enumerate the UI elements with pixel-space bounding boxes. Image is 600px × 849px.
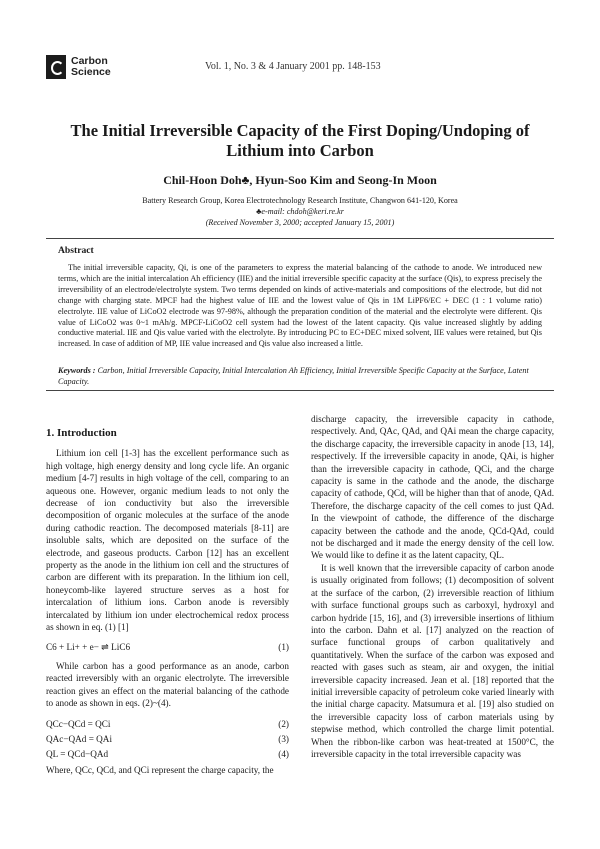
email: ♣e-mail: chdoh@keri.re.kr <box>256 207 344 217</box>
abstract-text: The initial irreversible capacity, Qi, is one of the parameters to express the material balancing of the cathode to anode. We introduced new terms, which are the initial intercalation Ah efficiency (IIE) and the initial irreversible specific capacity at the surface (Qis), to express precisely the irreversibility of an electrode/electrolyte system. Two terms depended on kinds of active-materials and compositions of the electrode, but did not change with charging state. MPCF had the highest value of IIE and the lowest value of Qis in 1M LiPF6/EC + DEC (1 : 1 volume ratio) electrolyte. IIE value of LiCoO2 electrode was 97-98%, although the preparation condition of the material and the electrolyte were different. Qis value of LiCoO2 was 0~1 mAh/g. MPCF-LiCoO2 cell system had the lowest of the latent capacity. Qis value increased slightly by adding conductive material. IIE and Qis value varied with the electrolyte. By introducing PC to EC+DEC mixed solvent, IIE values were retained, but Qis increased. In case of addition of MP, IIE value increased and Qis value also increased a little. <box>58 263 542 349</box>
equation-3-number: (3) <box>278 733 289 744</box>
affiliation: Battery Research Group, Korea Electrotechnology Research Institute, Changwon 641-120, Korea <box>142 196 458 205</box>
equation-2-text: QCc−QCd = QCi <box>46 718 111 729</box>
equation-3 <box>46 733 289 745</box>
keywords-label: Keywords : <box>58 366 96 375</box>
section-heading: 1. Introduction <box>46 427 117 439</box>
equation-4-number: (4) <box>278 749 289 760</box>
journal-logo <box>46 55 111 79</box>
left-column <box>46 427 289 776</box>
logo-line-2: Science <box>71 66 111 78</box>
authors: Chil-Hoon Doh♣, Hyun-Soo Kim and Seong-In Moon <box>163 173 437 187</box>
equation-3-text: QAc−QAd = QAi <box>46 733 112 744</box>
intro-paragraph-5: It is well known that the irreversible capacity of carbon anode is usually originated from follows; (1) decomposition of solvent at the surface of the carbon, (2) irreversible reaction of lithium with surface functional groups such as carboxyl, hydroxyl and carbon hydride [15, 16], and (3) irreversible insertions of lithium into the carbon. Dahn et al. [17] analyzed on the reaction of surface functional groups of carbon qualitatively and quantitatively. When the surface of the carbon was exposed and reacted with gases such as steam, air and oxygen, the initial irreversible capacity increased. Jean et al. [18] reported that the initial irreversible capacity of petroleum coke varied linearly with the initial charge capacity. Matsumura et al. [19] also studied on the irreversible capacity loss of carbon materials using by stepwise method, which controlled the charge limit potential. When the ribbon-like carbon was heat-treated at 1500°C, the irreversible capacity in the total irreversible capacity was <box>311 562 554 759</box>
equation-4 <box>46 748 289 760</box>
equation-1 <box>46 641 289 653</box>
paper-title: The Initial Irreversible Capacity of the First Doping/Undoping of Lithium into Carbon <box>70 121 530 160</box>
logo-text <box>71 56 111 78</box>
journal-info: Vol. 1, No. 3 & 4 January 2001 pp. 148-153 <box>205 61 381 72</box>
affiliation-block <box>40 195 560 229</box>
keywords <box>58 365 542 387</box>
equation-2 <box>46 718 289 730</box>
intro-paragraph-4: discharge capacity, the irreversible capacity in cathode, respectively. And, QAc, QAd, and QAi mean the charge capacity, the discharge capacity, the irreversible capacity in anode [13, 14], respectively. If the irreversible capacity in anode, QAi, is higher than the irreversible capacity in cathode, QCi, and the charge capacity is same in the cathode and the anode, the discharge capacity of cathode, QCd, will be higher than that of anode, QAd. Therefore, the discharge capacity of the cell comes to just QAd. In the viewpoint of cathode, the difference of the discharge capacity between the cathode and the anode, QCd-QAd, could not be discharged and it made the energy density of the cell low. We would like to define it as the latent capacity, QL. <box>311 414 554 561</box>
equation-1-number: (1) <box>278 641 289 652</box>
keywords-text: Carbon, Initial Irreversible Capacity, Initial Intercalation Ah Efficiency, Initial Irreversible Specific Capacity at the Surface, Latent Capacity. <box>58 366 529 386</box>
equation-4-text: QL = QCd−QAd <box>46 749 109 760</box>
abstract-heading: Abstract <box>58 245 94 256</box>
equation-2-number: (2) <box>278 718 289 729</box>
right-column <box>311 413 554 760</box>
intro-paragraph-3: Where, QCc, QCd, and QCi represent the charge capacity, the <box>46 764 274 775</box>
intro-paragraph-1: Lithium ion cell [1-3] has the excellent performance such as high voltage, high energy density and long cycle life. An organic medium [4-7] results in high voltage of the cell, comparing to an aqueous one. However, organic medium leads to not only the decrease of ion conductivity but also the irreversible decomposition of organic molecules at the surface of the anode during cathodic reaction. The decomposed materials [8-11] are insoluble salts, which are deposited on the surface of the electrode, and gaseous products. Carbon [12] has an excellent property as the anode in the lithium ion cell and the structures of carbon are different with its preparation. In the lithium ion cell, honeycomb-like layered structure serves as a host for intercalation of lithium ions. Carbon anode is reversibly intercalated by lithium ion under electrochemical redox process as shown in eq. (1) [1] <box>46 448 289 633</box>
carbon-logo-icon <box>46 55 66 79</box>
intro-paragraph-2: While carbon has a good performance as an anode, carbon reacted irreversibly with an organic electrolyte. The irreversible reaction gives an effect on the material balancing of the cathode to anode as shown in eqs. (2)~(4). <box>46 660 289 709</box>
logo-line-1: Carbon <box>71 55 108 67</box>
equation-1-text: C6 + Li+ + e− ⇌ LiC6 <box>46 641 131 652</box>
received-dates: (Received November 3, 2000; accepted January 15, 2001) <box>205 218 395 228</box>
